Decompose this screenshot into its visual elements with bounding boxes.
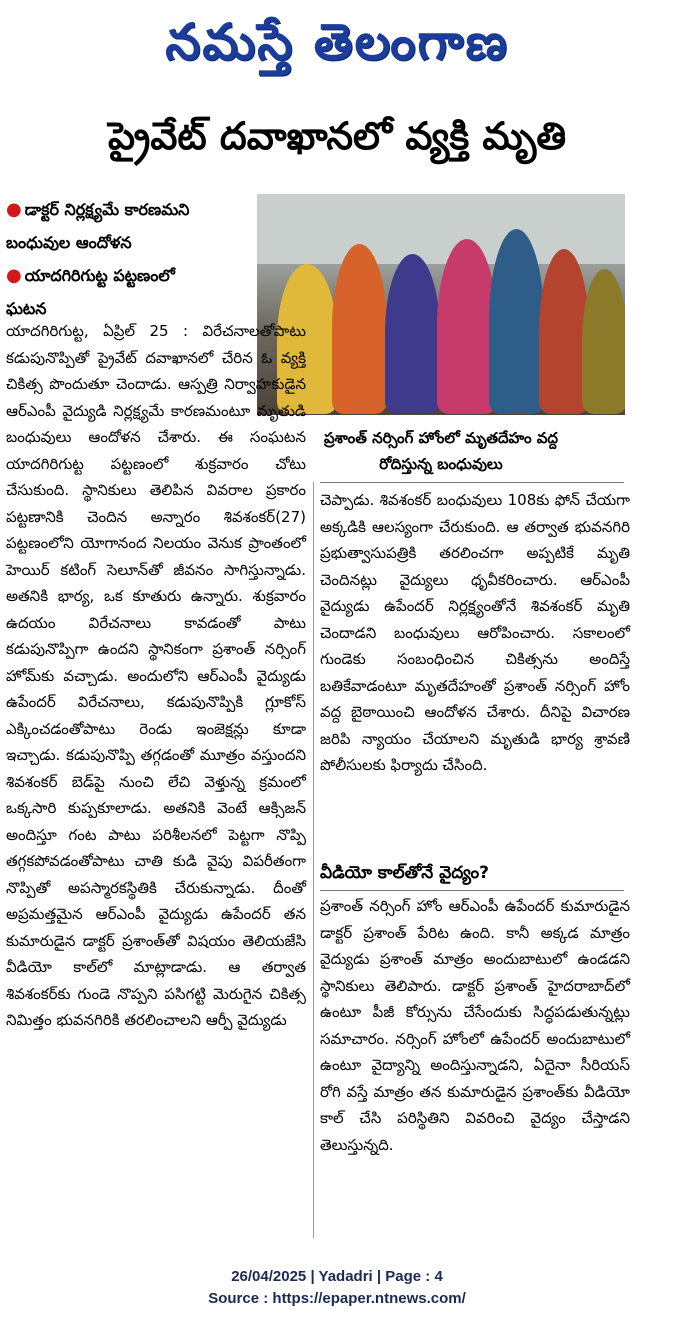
photo-figure — [582, 269, 625, 414]
photo-caption — [257, 425, 625, 477]
bullet-text-line1: డాక్టర్ నిర్లక్ష్యమే కారణమని — [24, 200, 190, 219]
caption-line1: ప్రశాంత్ నర్సింగ్ హోంలో మృతదేహం వద్ద — [323, 429, 559, 447]
bullet-text-line1: యాదగిరిగుట్ట పట్టణంలో — [24, 266, 175, 285]
subheading-divider — [320, 890, 624, 891]
highlight-bullet — [6, 193, 256, 259]
photo-figure — [385, 254, 440, 414]
photo-figure — [332, 244, 387, 414]
column-divider — [313, 482, 314, 1238]
footer-source-link[interactable]: Source : https://epaper.ntnews.com/ — [208, 1290, 466, 1307]
article-body-left: యాదగిరిగుట్ట, ఏప్రిల్ 25 : విరేచనాలతోపాటు కడుపునొప్పితో ప్రైవేట్ దవాఖానలో చేరిన ఓ వ్యక్తి చికిత్స పొందుతూ చెందాడు. ఆస్పత్రి నిర్వాహకుడైన ఆర్‌ఎంపీ వైద్యుడి నిర్లక్ష్యమే కారణమంటూ మృతుడి బంధువులు ఆందోళన చేశారు. ఈ సంఘటన యాదగిరిగుట్ట పట్టణంలో శుక్రవారం చోటు చేసుకుంది. స్థానికులు తెలిపిన వివరాల ప్రకారం పట్టణానికి చెందిన అన్నారం శివశంకర్(27) పట్టణంలోని యోగానంద నిలయం వెనుక ప్రాంతంలో హెయిర్ కటింగ్ సెలూన్‌తో జీవనం సాగిస్తున్నాడు. అతనికి భార్య, ఒక కూతురు ఉన్నారు. శుక్రవారం ఉదయం విరేచనాలు కావడంతో పాటు కడుపునొప్పిగా ఉందని స్థానికంగా ప్రశాంత్ నర్సింగ్ హోమ్‌కు వచ్చాడు. అందులోని ఆర్‌ఎంపీ వైద్యుడు ఉపేందర్ విరేచనాలు, కడుపునొప్పికి గ్లూకోస్ ఎక్కించడంతోపాటు రెండు ఇంజెక్షన్లు కూడా ఇచ్చాడు. కడుపునొప్పి తగ్గడంతో మూత్రం వస్తుందని శివశంకర్ బెడ్‌పై నుంచి లేచి వెళ్తున్న క్రమంలో ఒక్కసారి కుప్పకూలాడు. అతనికి వెంటే ఆక్సిజన్ అందిస్తూ గంట పాటు పరిశీలనలో పెట్టగా నొప్పి తగ్గకపోవడంతోపాటు చాతి కుడి వైపు విపరీతంగా నొప్పితో అపస్మారకస్థితికి చేరుకున్నాడు. దీంతో అప్రమత్తమైన ఆర్‌ఎంపీ వైద్యుడు ఉపేందర్ తన కుమారుడైన డాక్టర్ ప్రశాంత్‌తో విషయం తెలియజేసి వీడియో కాల్‌లో మాట్లాడాడు. ఆ తర్వాత శివశంకర్‌కు గుండె నొప్పని పసిగట్టి మెరుగైన చికిత్స నిమిత్తం భువనగిరికి తరలించాలని ఆర్పీ వైద్యుడు — [6, 322, 306, 1029]
bullet-text-line2: ఘటన — [6, 299, 47, 318]
page-footer — [0, 1266, 674, 1310]
bullet-text-line2: బంధువుల ఆందోళన — [6, 233, 132, 252]
bullet-dot-icon: ● — [6, 265, 22, 286]
article-body-right: చెప్పాడు. శివశంకర్ బంధువులు 108కు ఫోన్ చేయగా అక్కడికి ఆలస్యంగా చేరుకుంది. ఆ తర్వాత భువనగిరి ప్రభుత్వాసుపత్రికి తరలించగా అప్పటికే మృతి చెందినట్లు వైద్యులు ధృవీకరించారు. ఆర్‌ఎంపీ వైద్యుడు ఉపేందర్ నిర్లక్ష్యంతోనే శివశంకర్ మృతి చెందాడని బంధువులు ఆరోపించారు. సకాలంలో గుండెకు సంబంధించిన చికిత్సను అందిస్తే బతికేవాడంటూ మృతదేహంతో ప్రశాంత్ నర్సింగ్ హోం వద్ద బైఠాయించి ఆందోళన చేశారు. దీనిపై విచారణ జరిపి న్యాయం చేయాలని మృతుడి భార్య శ్రావణి పోలీసులకు ఫిర్యాదు చేసింది. — [320, 491, 630, 774]
caption-divider — [320, 482, 624, 483]
highlight-bullet — [6, 259, 256, 325]
article-body-right-continued: ప్రశాంత్ నర్సింగ్ హోం ఆర్‌ఎంపీ ఉపేందర్ కుమారుడైన డాక్టర్ ప్రశాంత్ పేరిట ఉంది. కానీ అక్కడ మాత్రం వైద్యుడు ప్రశాంత్ మాత్రం అందుబాటులో ఉండడని స్థానికులు తెలిపారు. డాక్టర్ ప్రశాంత్ హైదరాబాద్‌లో ఉంటూ పీజీ కోర్సును చేసేందుకు సిద్ధపడుతున్నట్లు సమాచారం. నర్సింగ్ హోంలో ఉపేందర్ అందుబాటులో ఉంటూ వైద్యాన్ని అందిస్తున్నాడని, ఏదైనా సీరియస్ రోగి వస్తే మాత్రం తన కుమారుడైన ప్రశాంత్‌కు వీడియో కాల్ చేసి పరిస్థితిని వివరించి వైద్యం చేస్తాడని తెలుస్తున్నది. — [320, 897, 630, 1154]
article-headline: ప్రైవేట్ దవాఖానలో వ్యక్తి మృతి — [107, 114, 567, 158]
photo-figure — [489, 229, 544, 414]
highlight-bullets — [6, 193, 256, 325]
caption-line2: రోదిస్తున్న బంధువులు — [379, 455, 503, 473]
bullet-dot-icon: ● — [6, 199, 22, 220]
newspaper-masthead: నమస్తే తెలంగాణ — [165, 13, 509, 71]
footer-edition-info: 26/04/2025 | Yadadri | Page : 4 — [231, 1268, 443, 1285]
news-photo — [257, 194, 625, 415]
photo-figure — [437, 239, 497, 414]
article-subheading: వీడియో కాల్‌తోనే వైద్యం? — [320, 863, 490, 883]
